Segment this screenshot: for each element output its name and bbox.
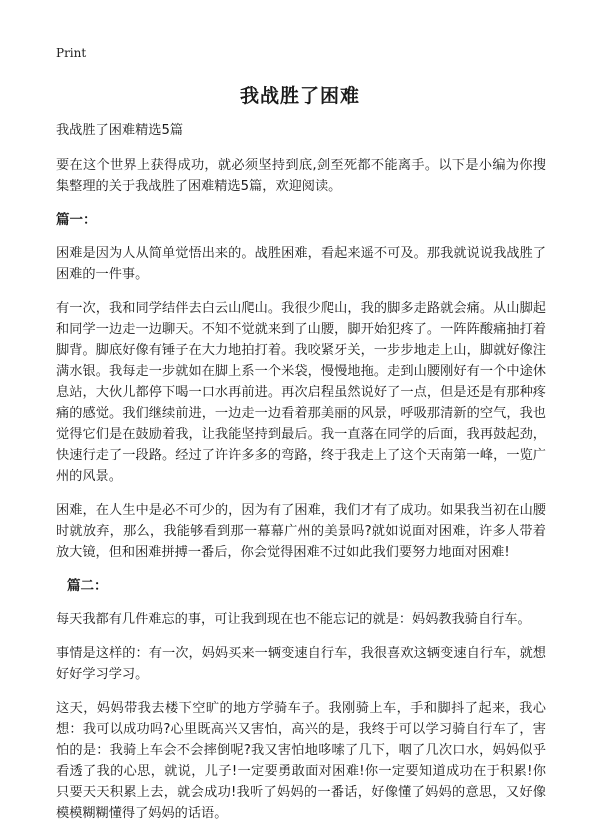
- print-link[interactable]: Print: [56, 46, 87, 60]
- section-one-paragraph: 困难是因为人从简单觉悟出来的。战胜困难，看起来遥不可及。那我就说说我战胜了困难的一件事。: [56, 246, 546, 282]
- section-one-paragraph: 困难，在人生中是必不可少的，因为有了困难，我们才有了成功。如果我当初在山腰时就放弃，那么，我能够看到那一幕幕广州的美景吗?就如说面对困难，许多人带着放大镜，但和困难拼搏一番后，你会觉得困难不过如此我们要努力地面对困难!: [56, 503, 546, 560]
- section-two-paragraph: 这天，妈妈带我去楼下空旷的地方学骑车子。我刚骑上车，手和脚抖了起来，我心想：我可以成功吗?心里既高兴又害怕，高兴的是，我终于可以学习骑自行车了，害怕的是：我骑上车会不会摔倒呢?我又害怕地哆嗦了几下，咽了几次口水，妈妈似乎看透了我的心思，就说，儿子!一定要勇敢面对困难!你一定要知道成功在于积累!你只要天天积累上去，就会成功!我听了妈妈的一番话，好像懂了妈妈的意思，又好像模模糊糊懂得了妈妈的话语。: [56, 701, 546, 821]
- section-one-heading: 篇一：: [56, 212, 97, 228]
- section-one-paragraph: 有一次，我和同学结伴去白云山爬山。我很少爬山，我的脚多走路就会痛。从山脚起和同学一边走一边聊天。不知不觉就来到了山腰，脚开始犯疼了。一阵阵酸痛抽打着脚背。脚底好像有锤子在大力地拍打着。我咬紧牙关，一步步地走上山，脚就好像注满水银。我每走一步就如在脚上系一个米袋，慢慢地拖。走到山腰刚好有一个中途休息站，大伙儿都停下喝一口水再前进。再次启程虽然说好了一点，但是还是有那种疼痛的感觉。我们继续前进，一边走一边看着那美丽的风景，呼吸那清新的空气，我也觉得它们是在鼓励着我，让我能坚持到最后。我一直落在同学的后面，我再鼓起劲，快速行走了一段路。经过了许许多多的弯路，终于我走上了这个天南第一峰，一览广州的风景。: [56, 301, 546, 484]
- article-body: [56, 120, 546, 837]
- section-two-paragraph: 每天我都有几件难忘的事，可让我到现在也不能忘记的就是：妈妈教我骑自行车。: [56, 612, 531, 627]
- section-two-heading: 篇二：: [67, 578, 108, 594]
- intro-paragraph: 要在这个世界上获得成功，就必须坚持到底,剑至死都不能离手。以下是小编为你搜集整理的关于我战胜了困难精选5篇，欢迎阅读。: [56, 158, 546, 194]
- article-subtitle: 我战胜了困难精选5篇: [56, 123, 184, 138]
- page-title: 我战胜了困难: [239, 85, 360, 107]
- section-two-paragraph: 事情是这样的：有一次，妈妈买来一辆变速自行车，我很喜欢这辆变速自行车，就想好好学习学习。: [56, 646, 546, 682]
